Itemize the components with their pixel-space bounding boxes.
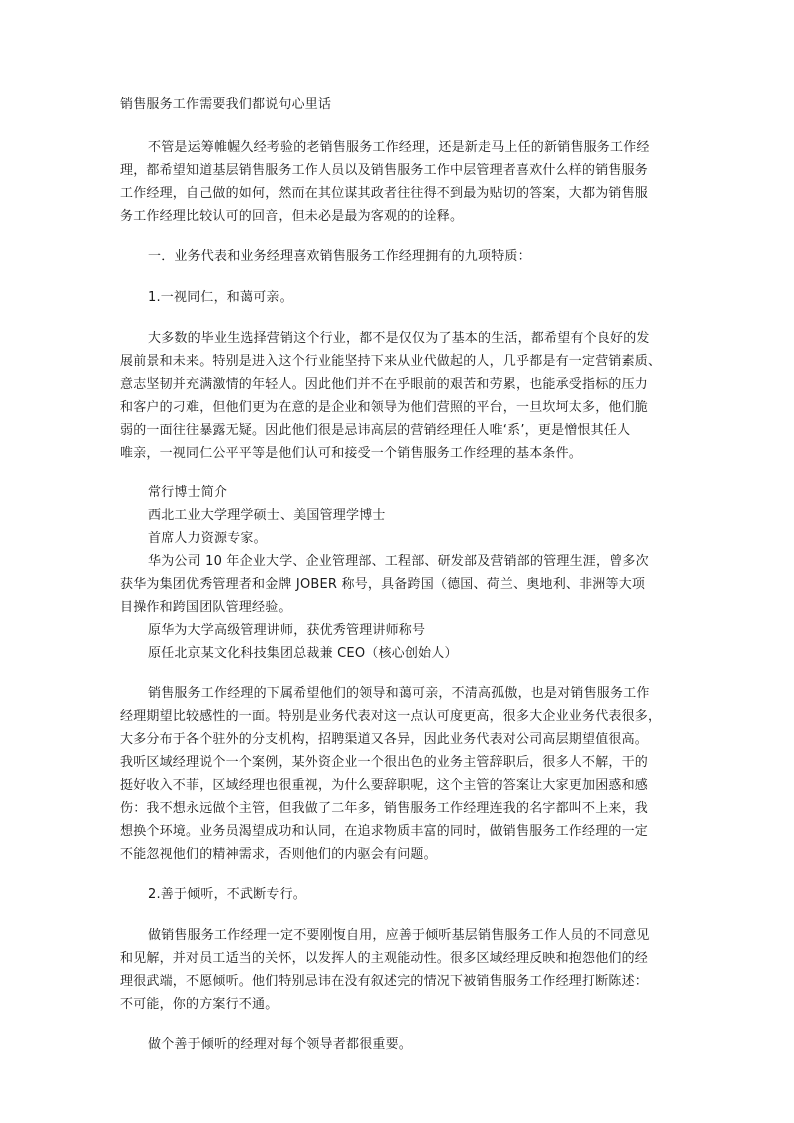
paragraph-line: 我听区域经理说个一个案例，某外资企业一个很出色的业务主管辞职后，很多人不解，干的	[120, 755, 649, 770]
paragraph-line: 和客户的刁难，但他们更为在意的是企业和领导为他们营照的平台，一旦坎坷太多，他们脆	[120, 400, 649, 415]
intro-line: 工作经理，自己做的如何，然而在其位谋其政者往往得不到最为贴切的答案，大都为销售服	[120, 186, 649, 201]
section-heading: 一．业务代表和业务经理喜欢销售服务工作经理拥有的九项特质：	[148, 249, 531, 264]
bio-line: 目操作和跨国团队管理经验。	[120, 600, 292, 615]
item-heading: 1.一视同仁，和蔼可亲。	[148, 290, 293, 305]
paragraph-line: 大多数的毕业生选择营销这个行业，都不是仅仅为了基本的生活，都希望有个良好的发	[148, 331, 650, 346]
paragraph-line: 展前景和未来。特别是进入这个行业能坚持下来从业代做起的人，几乎都是有一定营销素质、	[120, 354, 662, 369]
bio-line: 西北工业大学理学硕士、美国管理学博士	[148, 508, 386, 523]
paragraph-line: 和见解，并对员工适当的关怀，以发挥人的主观能动性。很多区域经理反映和抱怨他们的经	[120, 951, 649, 966]
paragraph-line: 大多分布于各个驻外的分支机构，招聘渠道又各异，因此业务代表对公司高层期望值很高。	[120, 732, 649, 747]
bio-heading: 常行博士简介	[148, 485, 228, 500]
intro-line: 不管是运筹帷幄久经考验的老销售服务工作经理，还是新走马上任的新销售服务工作经	[148, 140, 650, 155]
paragraph-line: 弱的一面往往暴露无疑。因此他们很是忌讳高层的营销经理任人唯‘系’，更是憎恨其任人	[120, 423, 631, 438]
paragraph-line: 做销售服务工作经理一定不要刚愎自用，应善于倾听基层销售服务工作人员的不同意见	[148, 928, 650, 943]
bio-line: 首席人力资源专家。	[148, 531, 267, 546]
document-title: 销售服务工作需要我们都说句心里话	[120, 97, 332, 112]
paragraph-line: 理很武端，不愿倾听。他们特别忌讳在没有叙述完的情况下被销售服务工作经理打断陈述：	[120, 974, 649, 989]
paragraph-line: 挺好收入不菲，区域经理也很重视，为什么要辞职呢，这个主管的答案让大家更加困惑和感	[120, 778, 649, 793]
paragraph-line: 经理期望比较感性的一面。特别是业务代表对这一点认可度更高，很多大企业业务代表很多，	[120, 709, 662, 724]
paragraph-line: 唯亲，一视同仁公平平等是他们认可和接受一个销售服务工作经理的基本条件。	[120, 446, 583, 461]
paragraph-line: 不能忽视他们的精神需求，否则他们的内驱会有问题。	[120, 847, 437, 862]
paragraph-line: 伤：我不想永远做个主管，但我做了二年多，销售服务工作经理连我的名字都叫不上来，我	[120, 801, 649, 816]
bio-line: 获华为集团优秀管理者和金牌 JOBER 称号，具备跨国（德国、荷兰、奥地利、非洲等大项	[120, 577, 646, 592]
paragraph-line: 想换个环境。业务员渴望成功和认同，在追求物质丰富的同时，做销售服务工作经理的一定	[120, 824, 649, 839]
bio-line: 原华为大学高级管理讲师，获优秀管理讲师称号	[148, 623, 426, 638]
item-heading: 2.善于倾听，不武断专行。	[148, 887, 307, 902]
paragraph-line: 做个善于倾听的经理对每个领导者都很重要。	[148, 1037, 413, 1052]
intro-line: 务工作经理比较认可的回音，但未必是最为客观的的诠释。	[120, 209, 464, 224]
intro-line: 理，都希望知道基层销售服务工作人员以及销售服务工作中层管理者喜欢什么样的销售服务	[120, 163, 649, 178]
paragraph-line: 销售服务工作经理的下属希望他们的领导和蔼可亲，不清高孤傲，也是对销售服务工作	[148, 686, 650, 701]
paragraph-line: 意志坚韧并充满激情的年轻人。因此他们并不在乎眼前的艰苦和劳累，也能承受指标的压力	[120, 377, 649, 392]
paragraph-line: 不可能，你的方案行不通。	[120, 997, 279, 1012]
bio-line: 华为公司 10 年企业大学、企业管理部、工程部、研发部及营销部的管理生涯，曾多次	[148, 554, 649, 569]
bio-line: 原任北京某文化科技集团总裁兼 CEO（核心创始人）	[148, 646, 458, 661]
